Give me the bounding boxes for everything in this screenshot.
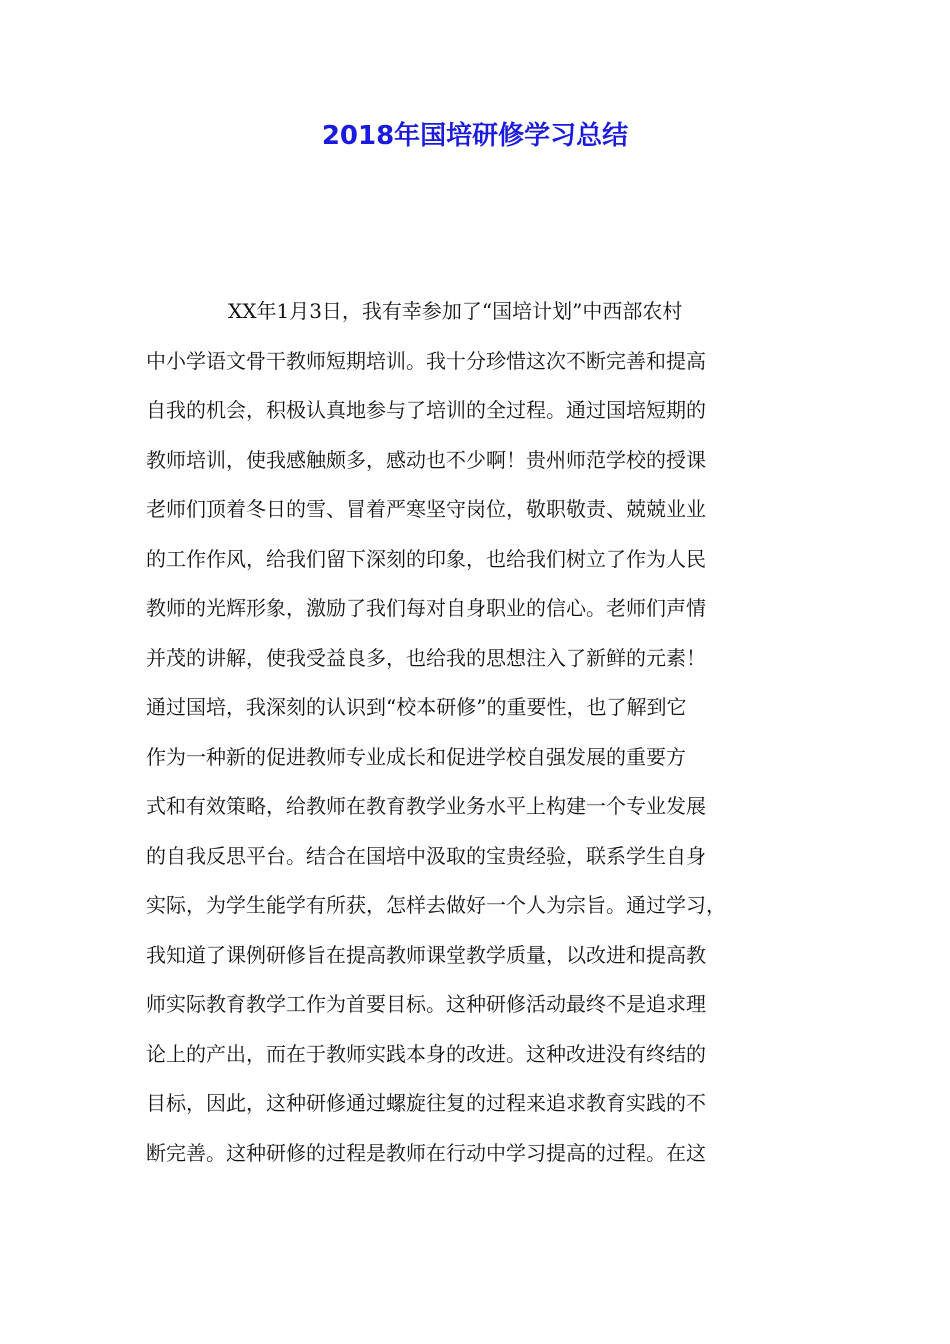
body-line: 教师培训，使我感触颇多，感动也不少啊！贵州师范学校的授课 [146,447,706,472]
body-line: 教师的光辉形象，激励了我们每对自身职业的信心。老师们声情 [146,596,706,620]
body-line: 式和有效策略，给教师在教育教学业务水平上构建一个专业发展 [146,794,706,818]
body-line: 的自我反思平台。结合在国培中汲取的宝贵经验，联系学生自身 [146,843,706,868]
body-line: 通过国培，我深刻的认识到“校本研修”的重要性，也了解到它 [146,695,687,719]
body-line: 目标，因此，这种研修通过螺旋往复的过程来追求教育实践的不 [146,1091,706,1115]
body-line: 自我的机会，积极认真地参与了培训的全过程。通过国培短期的 [146,398,706,422]
body-line: XX年1月3日，我有幸参加了“国培计划”中西部农村 [228,299,683,323]
body-line: 并茂的讲解，使我受益良多，也给我的思想注入了新鲜的元素！ [146,645,706,670]
body-line: 中小学语文骨干教师短期培训。我十分珍惜这次不断完善和提高 [146,348,706,373]
body-line: 断完善。这种研修的过程是教师在行动中学习提高的过程。在这 [146,1140,706,1165]
body-line: 作为一种新的促进教师专业成长和促进学校自强发展的重要方 [146,744,686,769]
body-line: 论上的产出，而在于教师实践本身的改进。这种改进没有终结的 [146,1041,706,1066]
body-line: 我知道了课例研修旨在提高教师课堂教学质量，以改进和提高教 [146,942,706,967]
body-line: 实际，为学生能学有所获，怎样去做好一个人为宗旨。通过学习， [146,893,726,917]
body-line: 老师们顶着冬日的雪、冒着严寒坚守岗位，敬职敬责、兢兢业业 [146,497,706,521]
document-title: 2018年国培研修学习总结 [321,121,629,151]
body-line: 师实际教育教学工作为首要目标。这种研修活动最终不是追求理 [146,992,706,1016]
body-line: 的工作作风，给我们留下深刻的印象，也给我们树立了作为人民 [146,546,706,571]
body-text [146,295,816,1186]
